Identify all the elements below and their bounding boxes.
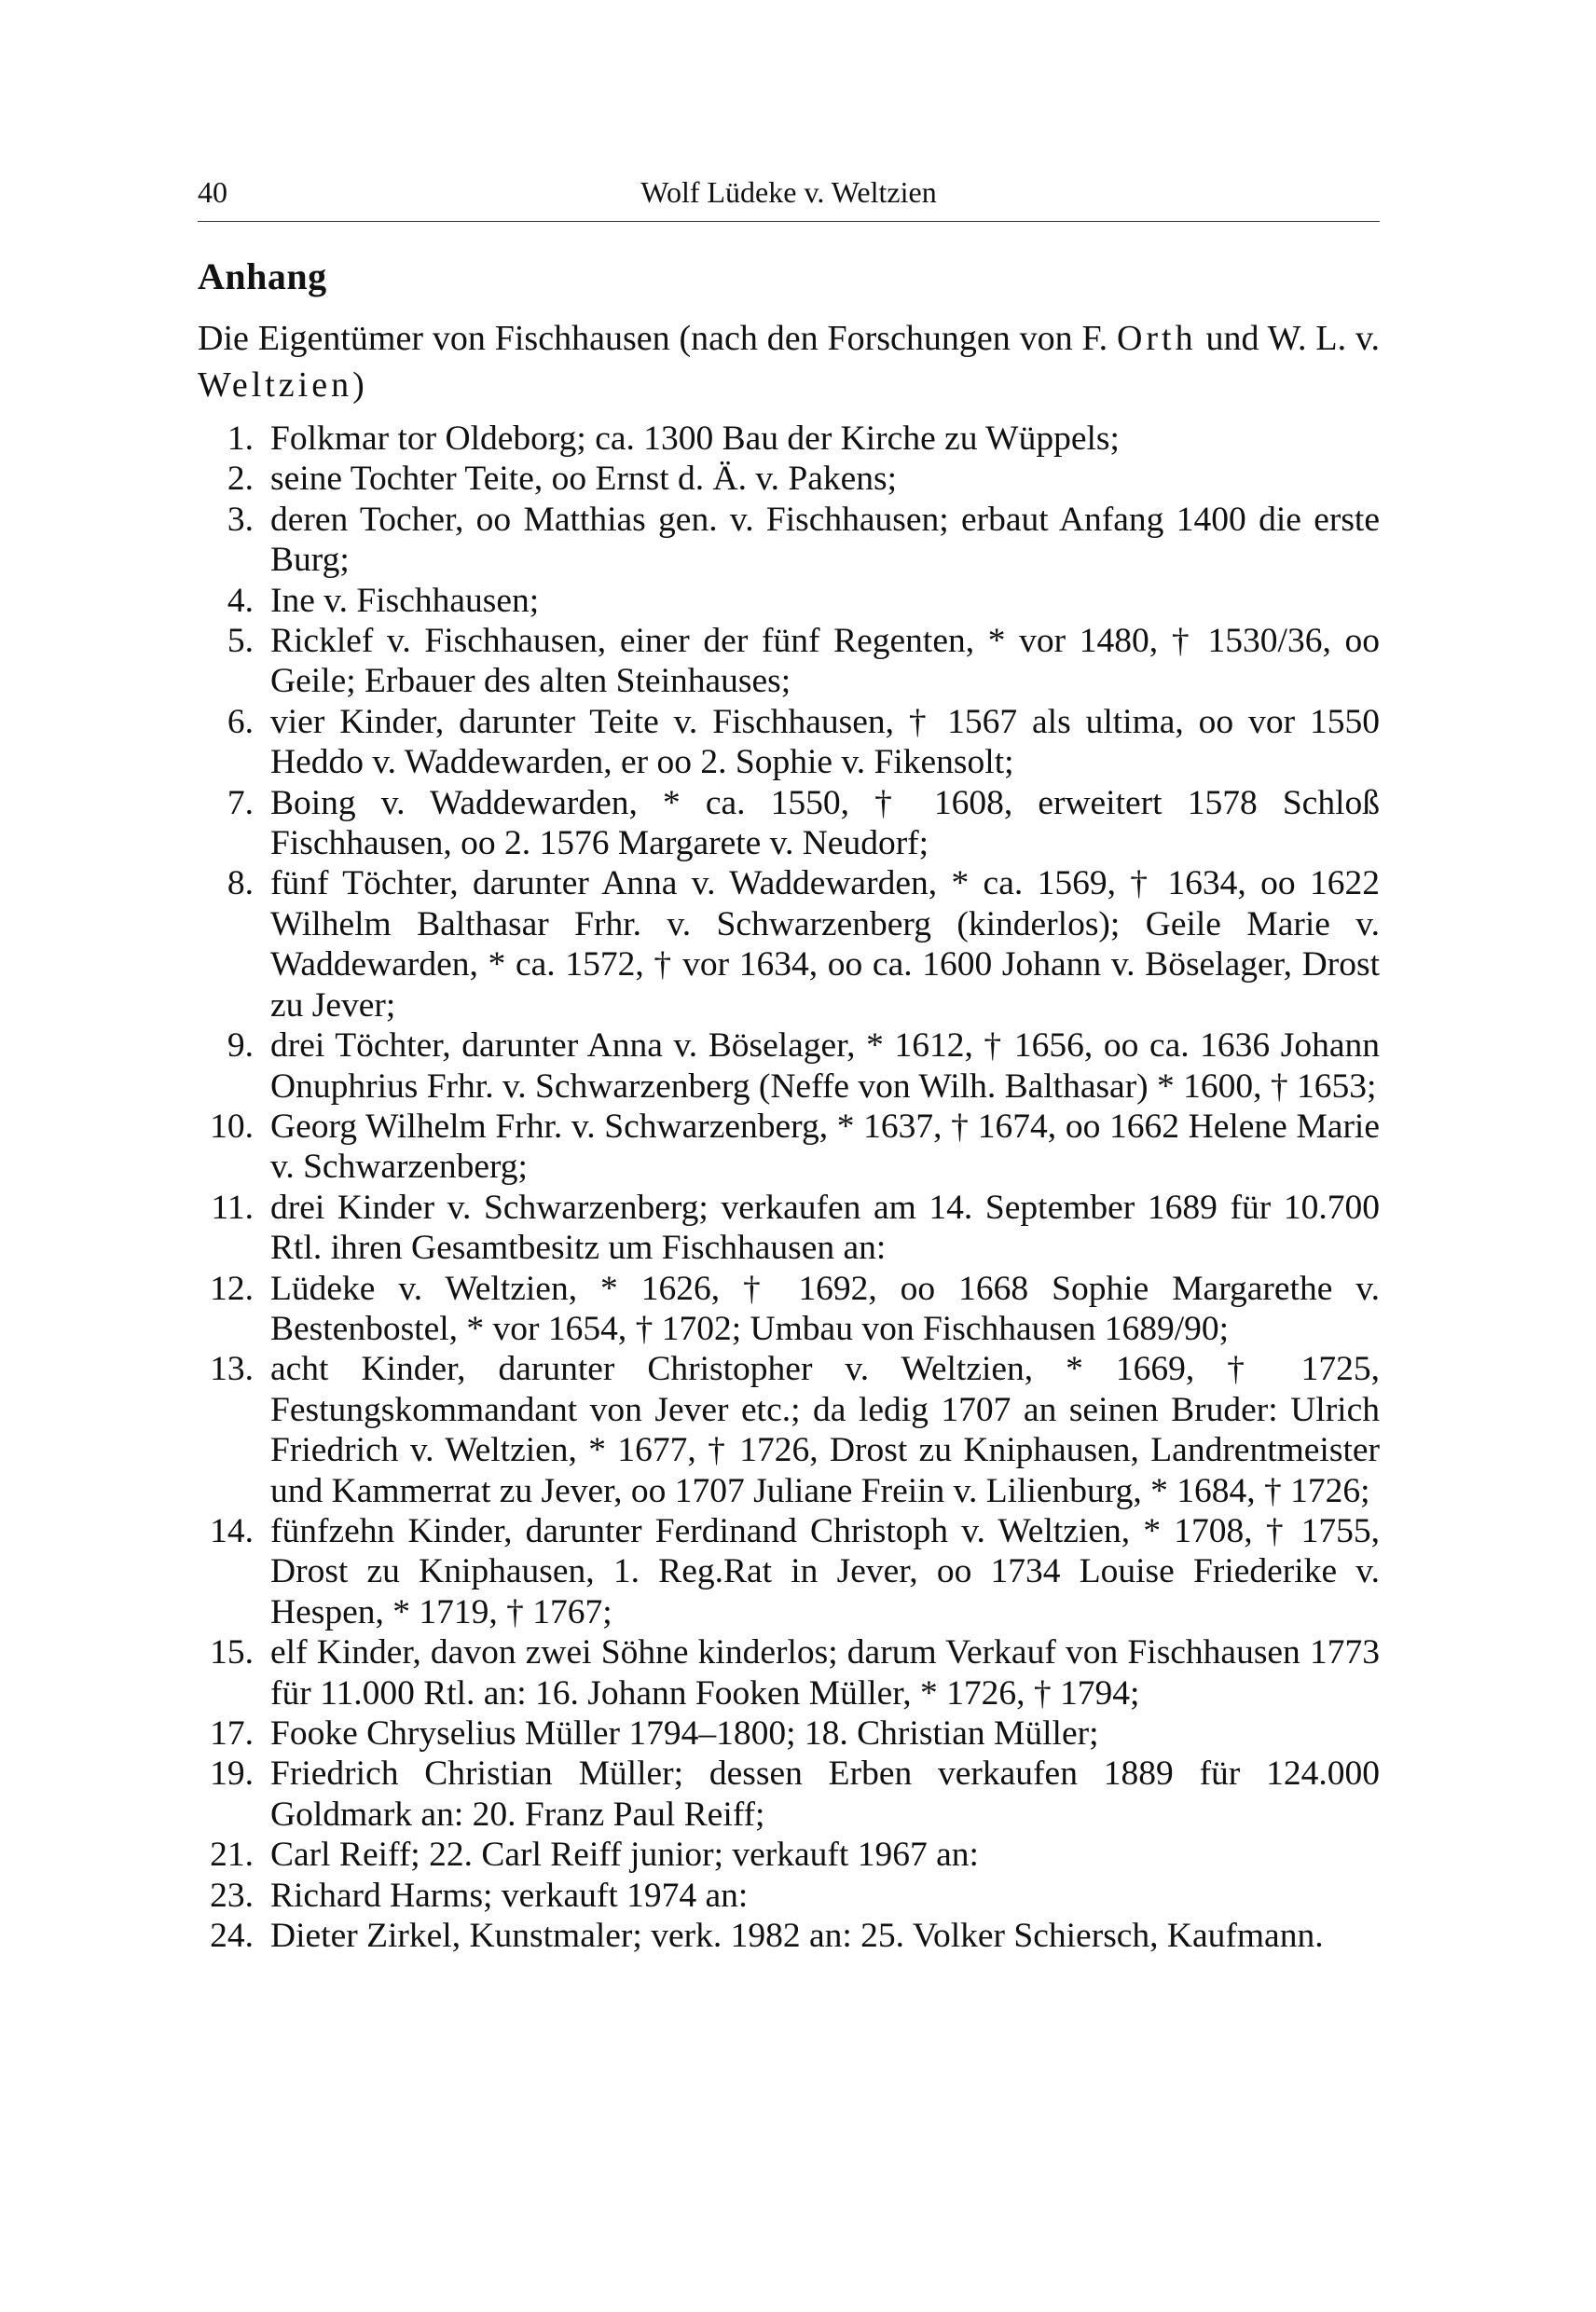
list-item <box>198 621 1380 702</box>
list-item-number: 3. <box>227 500 254 539</box>
page-number: 40 <box>198 175 227 209</box>
list-item-number: 8. <box>227 864 254 903</box>
list-item-number: 4. <box>227 581 254 620</box>
list-item <box>198 1025 1380 1107</box>
owner-list <box>198 419 1380 1956</box>
list-item-text: Lüdeke v. Weltzien, * 1626, † 1692, oo 1668 Sophie Margarethe v. Bestenbostel, * vor 1654, † 1702; Umbau von Fischhausen 1689/90; <box>270 1269 1380 1348</box>
author-name-orth: Orth <box>1116 319 1197 358</box>
list-item-text: Carl Reiff; 22. Carl Reiff junior; verkauft 1967 an: <box>270 1836 979 1875</box>
list-item <box>198 783 1380 864</box>
list-item-number: 6. <box>227 702 254 741</box>
list-item-number: 10. <box>210 1107 254 1146</box>
list-item <box>198 1511 1380 1632</box>
list-item-number: 7. <box>227 783 254 822</box>
list-item-text: Fooke Chryselius Müller 1794–1800; 18. Christian Müller; <box>270 1714 1099 1753</box>
list-item <box>198 1713 1380 1754</box>
running-title: Wolf Lüdeke v. Weltzien <box>640 175 937 209</box>
list-item-text: fünfzehn Kinder, darunter Ferdinand Christoph v. Weltzien, * 1708, † 1755, Drost zu Kniphausen, 1. Reg.Rat in Jever, oo 1734 Louise Friederike v. Hespen, * 1719, † 1767; <box>270 1511 1380 1631</box>
list-item <box>198 581 1380 621</box>
intro-text-end: ) <box>352 365 365 405</box>
list-item <box>198 1107 1380 1188</box>
list-item-text: acht Kinder, darunter Christopher v. Weltzien, * 1669, † 1725, Festungskommandant von Jever etc.; da ledig 1707 an seinen Bruder: Ulrich Friedrich v. Weltzien, * 1677, † 1726, Drost zu Kniphausen, Landrentmeister und Kammerrat zu Jever, oo 1707 Juliane Freiin v. Lilienburg, * 1684, † 1726; <box>270 1350 1380 1510</box>
list-item <box>198 1754 1380 1835</box>
list-item <box>198 702 1380 783</box>
list-item-text: fünf Töchter, darunter Anna v. Waddewarden, * ca. 1569, † 1634, oo 1622 Wilhelm Balthasar Frhr. v. Schwarzenberg (kinderlos); Geile Marie v. Waddewarden, * ca. 1572, † vor 1634, oo ca. 1600 Johann v. Böselager, Drost zu Jever; <box>270 864 1380 1025</box>
list-item <box>198 1349 1380 1511</box>
running-head <box>198 173 1380 211</box>
list-item <box>198 419 1380 459</box>
author-name-weltzien: Weltzien <box>198 365 353 405</box>
list-item-number: 2. <box>227 460 254 499</box>
intro-paragraph <box>198 315 1380 408</box>
list-item-text: Ine v. Fischhausen; <box>270 581 540 620</box>
list-item-number: 11. <box>211 1188 254 1227</box>
list-item-number: 17. <box>210 1714 254 1753</box>
list-item-text: Boing v. Waddewarden, * ca. 1550, † 1608, erweitert 1578 Schloß Fischhausen, oo 2. 1576 Margarete v. Neudorf; <box>270 783 1380 863</box>
list-item <box>198 1188 1380 1269</box>
list-item-text: seine Tochter Teite, oo Ernst d. Ä. v. Pakens; <box>270 460 898 499</box>
list-item-text: Dieter Zirkel, Kunstmaler; verk. 1982 an: 25. Volker Schiersch, Kaufmann. <box>270 1917 1324 1956</box>
intro-text-middle: und W. L. v. <box>1196 319 1381 358</box>
list-item-number: 9. <box>227 1026 254 1066</box>
list-item <box>198 459 1380 499</box>
list-item-number: 24. <box>210 1917 254 1956</box>
list-item-text: vier Kinder, darunter Teite v. Fischhausen, † 1567 als ultima, oo vor 1550 Heddo v. Waddewarden, er oo 2. Sophie v. Fikensolt; <box>270 702 1380 782</box>
list-item-number: 14. <box>210 1511 254 1550</box>
section-title: Anhang <box>198 255 327 297</box>
list-item <box>198 1269 1380 1350</box>
list-item <box>198 500 1380 581</box>
list-item <box>198 863 1380 1025</box>
list-item-text: elf Kinder, davon zwei Söhne kinderlos; darum Verkauf von Fischhausen 1773 für 11.000 Rtl. an: 16. Johann Fooken Müller, * 1726, † 1794; <box>270 1633 1380 1713</box>
list-item-text: Friedrich Christian Müller; dessen Erben verkaufen 1889 für 124.000 Goldmark an: 20. Franz Paul Reiff; <box>270 1755 1380 1834</box>
list-item-text: Ricklef v. Fischhausen, einer der fünf Regenten, * vor 1480, † 1530/36, oo Geile; Erbauer des alten Steinhauses; <box>270 622 1380 701</box>
list-item <box>198 1876 1380 1916</box>
intro-text: Die Eigentümer von Fischhausen (nach den Forschungen von F. <box>198 319 1117 358</box>
list-item-number: 12. <box>210 1269 254 1308</box>
list-item-text: drei Töchter, darunter Anna v. Böselager, * 1612, † 1656, oo ca. 1636 Johann Onuphrius Frhr. v. Schwarzenberg (Neffe von Wilh. Balthasar) * 1600, † 1653; <box>270 1026 1380 1106</box>
list-item-text: Georg Wilhelm Frhr. v. Schwarzenberg, * 1637, † 1674, oo 1662 Helene Marie v. Schwarzenberg; <box>270 1107 1380 1187</box>
list-item-number: 1. <box>227 420 254 458</box>
list-item <box>198 1916 1380 1956</box>
list-item-number: 5. <box>227 622 254 661</box>
list-item <box>198 1632 1380 1713</box>
list-item-number: 19. <box>210 1755 254 1794</box>
list-item-number: 23. <box>210 1876 254 1915</box>
list-item-number: 15. <box>210 1633 254 1672</box>
list-item-text: Richard Harms; verkauft 1974 an: <box>270 1876 749 1915</box>
list-item-text: drei Kinder v. Schwarzenberg; verkaufen am 14. September 1689 für 10.700 Rtl. ihren Gesamtbesitz um Fischhausen an: <box>270 1188 1380 1268</box>
list-item-number: 21. <box>210 1836 254 1875</box>
list-item-text: deren Tocher, oo Matthias gen. v. Fischhausen; erbaut Anfang 1400 die erste Burg; <box>270 500 1380 580</box>
list-item-text: Folkmar tor Oldeborg; ca. 1300 Bau der Kirche zu Wüppels; <box>270 420 1120 458</box>
list-item <box>198 1835 1380 1875</box>
list-item-number: 13. <box>210 1350 254 1389</box>
header-rule <box>198 221 1380 222</box>
